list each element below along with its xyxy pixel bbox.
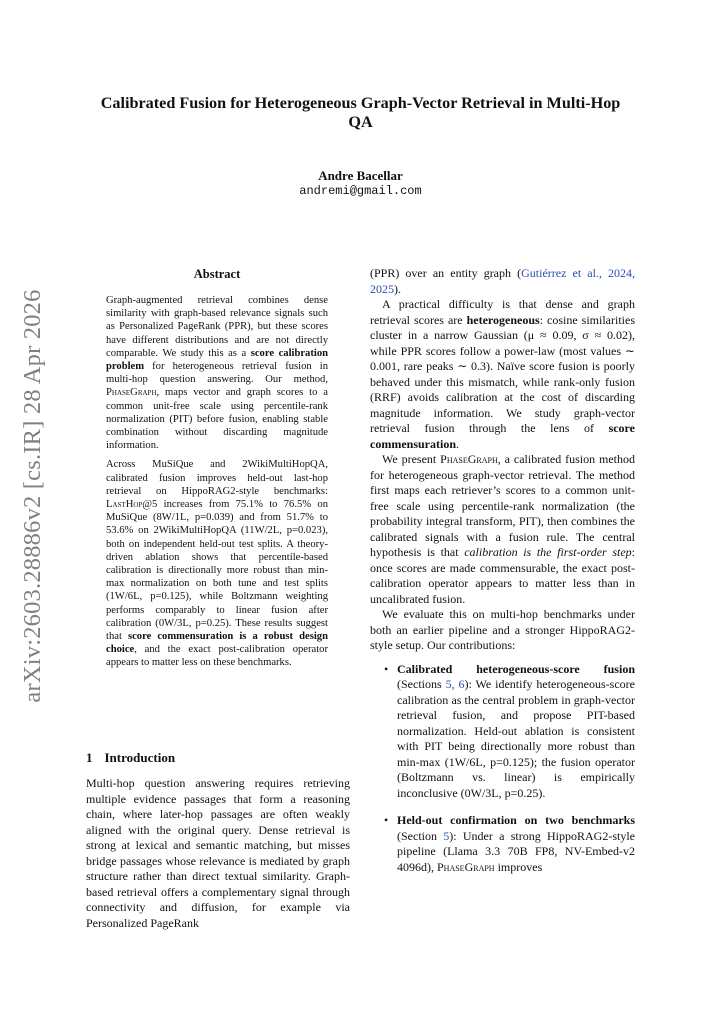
method-name: PhaseGraph <box>440 452 498 466</box>
author-name: Andre Bacellar <box>318 168 403 183</box>
abstract-body <box>106 294 328 676</box>
bold-term: score commensuration <box>370 421 635 451</box>
bullet-marker: • <box>384 661 389 676</box>
section-reference-link[interactable]: 5 <box>443 828 450 843</box>
intro-paragraph-1: Multi-hop question answering requires retrieving multiple evidence passages that form a reasoning chain, where later-hop passages are often weakly aligned with the original query. Dense retrieval is strong at lexical and semantic matching, but misses bridge passages whose relevance is mediated by graph structure rather than direct textual similarity. Graph-based retrieval offers a complementary signal through connectivity and diffusion, for example via Personalized PageRank <box>86 776 350 930</box>
right-column <box>370 266 635 887</box>
arxiv-stamp <box>16 289 50 703</box>
bold-term: heterogeneous <box>466 312 540 327</box>
intro-paragraph-4: We evaluate this on multi-hop benchmarks under both an earlier pipeline and a stronger HippoRAG2-style setup. Our contributions: <box>370 607 635 652</box>
section-heading <box>86 750 175 766</box>
section-title: Introduction <box>104 750 176 765</box>
contribution-title: Calibrated heterogeneous-score fusion <box>397 661 635 676</box>
arxiv-stamp-text: arXiv:2603.28886v2 [cs.IR] 28 Apr 2026 <box>19 289 46 703</box>
contributions-list <box>370 662 635 876</box>
contribution-title: Held-out confirmation on two benchmarks <box>397 813 635 827</box>
abstract-paragraph-1: Graph-augmented retrieval combines dense similarity with graph-based relevance signals such as Personalized PageRank (PPR), but these scores have different distributions and are not directly comparable. We study this as a score calibration problem for heterogeneous retrieval fusion in multi-hop question answering. Our method, PhaseGraph, maps vector and graph scores to a common unit-free scale using percentile-rank normalization (PIT) before fusion, enabling stable combination without discarding magnitude information. <box>106 295 329 452</box>
paper-title: Calibrated Fusion for Heterogeneous Graph-Vector Retrieval in Multi-Hop QA <box>100 94 621 131</box>
list-item: • Held-out confirmation on two benchmarks (Section 5): Under a strong HippoRAG2-style pipeline (Llama 3.3 70B FP8, NV-Embed-v2 4096d), PhaseGraph improves <box>384 813 635 874</box>
citation-link[interactable]: Gutiérrez et al., 2024, 2025 <box>370 266 636 296</box>
intro-paragraph-2: A practical difficulty is that dense and graph retrieval scores are heterogeneous: cosine similarities cluster in a narrow Gaussian (μ ≈ 0.09, σ ≈ 0.02), while PPR scores follow a power-law (most values ∼ 0.001, rare peaks ∼ 0.3). Naïve score fusion is poorly behaved under this mismatch, while rank-only fusion (RRF) avoids calibration at the cost of discarding magnitude information. We study graph-vector retrieval fusion through the lens of score commensuration. <box>370 297 636 451</box>
introduction-body <box>86 776 350 931</box>
abstract-paragraph-2: Across MuSiQue and 2WikiMultiHopQA, calibrated fusion improves held-out last-hop retrieval on HippoRAG2-style benchmarks: LastHop@5 increases from 75.1% to 76.5% on MuSiQue (8W/1L, p=0.039) and from 51.7% to 53.6% on 2WikiMultiHopQA (11W/2L, p=0.023), both on independent held-out test splits. A theory-driven ablation shows that percentile-based calibration is directionally more robust than min-max normalization on both tune and test splits (1W/6L, p=0.125), while Boltzmann weighting performs comparably to linear fusion after calibration (0W/3L, p=0.25). These results suggest that score commensuration is a robust design choice, and the exact post-calibration operator appears to matter less on these benchmarks. <box>106 459 328 669</box>
section-number: 1 <box>86 750 93 765</box>
bold-term: score commensuration is a robust design choice <box>106 631 328 656</box>
intro-paragraph-3: We present PhaseGraph, a calibrated fusion method for heterogeneous graph-vector retrieval. The method first maps each retriever’s scores to a common unit-free scale using percentile-rank normalization (the probability integral transform, PIT), then combines the calibrated signals with a fusion rule. The central hypothesis is that calibration is the first-order step: once scores are made commensurable, the exact post-calibration operator appears to matter less than in uncalibrated fusion. <box>370 452 636 606</box>
intro-continuation: (PPR) over an entity graph (Gutiérrez et al., 2024, 2025). <box>370 266 636 296</box>
bold-term: score calibration problem <box>106 347 329 373</box>
author-email: andremi@gmail.com <box>299 184 422 198</box>
metric-name: LastHop <box>106 499 143 511</box>
method-name: PhaseGraph <box>106 387 157 399</box>
list-item: • Calibrated heterogeneous-score fusion (Sections 5, 6): We identify heterogeneous-score calibration as the central problem in graph-vector retrieval fusion, and propose PIT-based normalization. Held-out ablation is consistent with PIT being directionally more robust than min-max (1W/6L, p=0.125); the fusion operator (Boltzmann vs. linear) is empirically inconclusive (0W/3L, p=0.25). <box>384 661 635 800</box>
italic-term: calibration is the first-order step <box>464 545 632 559</box>
section-reference-link[interactable]: 5, 6 <box>445 677 465 691</box>
method-name: PhaseGraph <box>437 859 495 874</box>
bullet-marker: • <box>384 813 389 827</box>
abstract-heading: Abstract <box>193 267 241 281</box>
